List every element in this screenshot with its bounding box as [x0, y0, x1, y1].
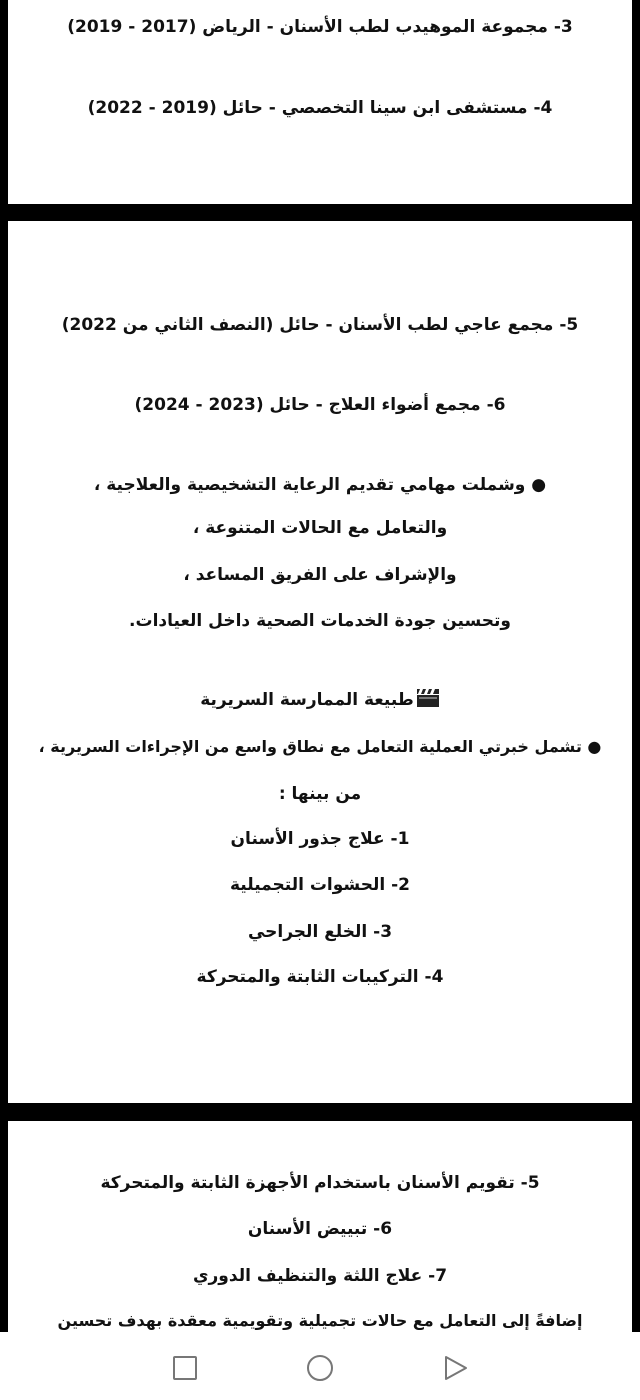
duties-line-1: ● وشملت مهامي تقديم الرعاية التشخيصية والعلاجية ، [93, 475, 547, 495]
section-heading [8, 688, 632, 712]
procedure-item-1: 1- علاج جذور الأسنان [230, 829, 410, 849]
home-icon[interactable] [306, 1354, 334, 1382]
duties-line-4: وتحسين جودة الخدمات الصحية داخل العيادات. [129, 611, 511, 631]
among-them-label: من بينها : [278, 784, 362, 804]
closing-sentence: إضافةً إلى التعامل مع حالات تجميلية وتقويمية معقدة بهدف تحسين [57, 1311, 583, 1330]
workplace-item-4: 4- مستشفى ابن سينا التخصصي - حائل (2019 - 2022) [87, 98, 553, 118]
recent-apps-icon[interactable] [171, 1354, 199, 1382]
workplace-item-3: 3- مجموعة الموهيدب لطب الأسنان - الرياض (2017 - 2019) [67, 17, 573, 37]
procedure-item-5: 5- تقويم الأسنان باستخدام الأجهزة الثابتة والمتحركة [100, 1173, 540, 1193]
workplace-item-6: 6- مجمع أضواء العلاج - حائل (2023 - 2024) [134, 395, 506, 415]
procedure-item-4: 4- التركيبات الثابتة والمتحركة [196, 967, 444, 987]
workplace-item-5: 5- مجمع عاجي لطب الأسنان - حائل (النصف الثاني من 2022) [61, 315, 579, 335]
duties-line-3: والإشراف على الفريق المساعد ، [183, 565, 457, 585]
section-title: طبيعة الممارسة السريرية [200, 690, 414, 710]
document-page-1 [8, 0, 632, 204]
document-page-3 [8, 1121, 632, 1332]
duties-line-2: والتعامل مع الحالات المتنوعة ، [192, 518, 448, 538]
procedure-item-7: 7- علاج اللثة والتنظيف الدوري [192, 1266, 448, 1286]
navigation-bar [0, 1332, 640, 1400]
procedure-item-3: 3- الخلع الجراحي [247, 922, 393, 942]
document-page-2 [8, 221, 632, 1103]
procedure-item-2: 2- الحشوات التجميلية [230, 875, 410, 895]
back-icon[interactable] [441, 1354, 469, 1382]
procedure-item-6: 6- تبييض الأسنان [247, 1219, 393, 1239]
experience-intro: ● تشمل خبرتي العملية التعامل مع نطاق واسع من الإجراءات السريرية ، [38, 737, 602, 756]
clapperboard-icon [416, 688, 440, 708]
